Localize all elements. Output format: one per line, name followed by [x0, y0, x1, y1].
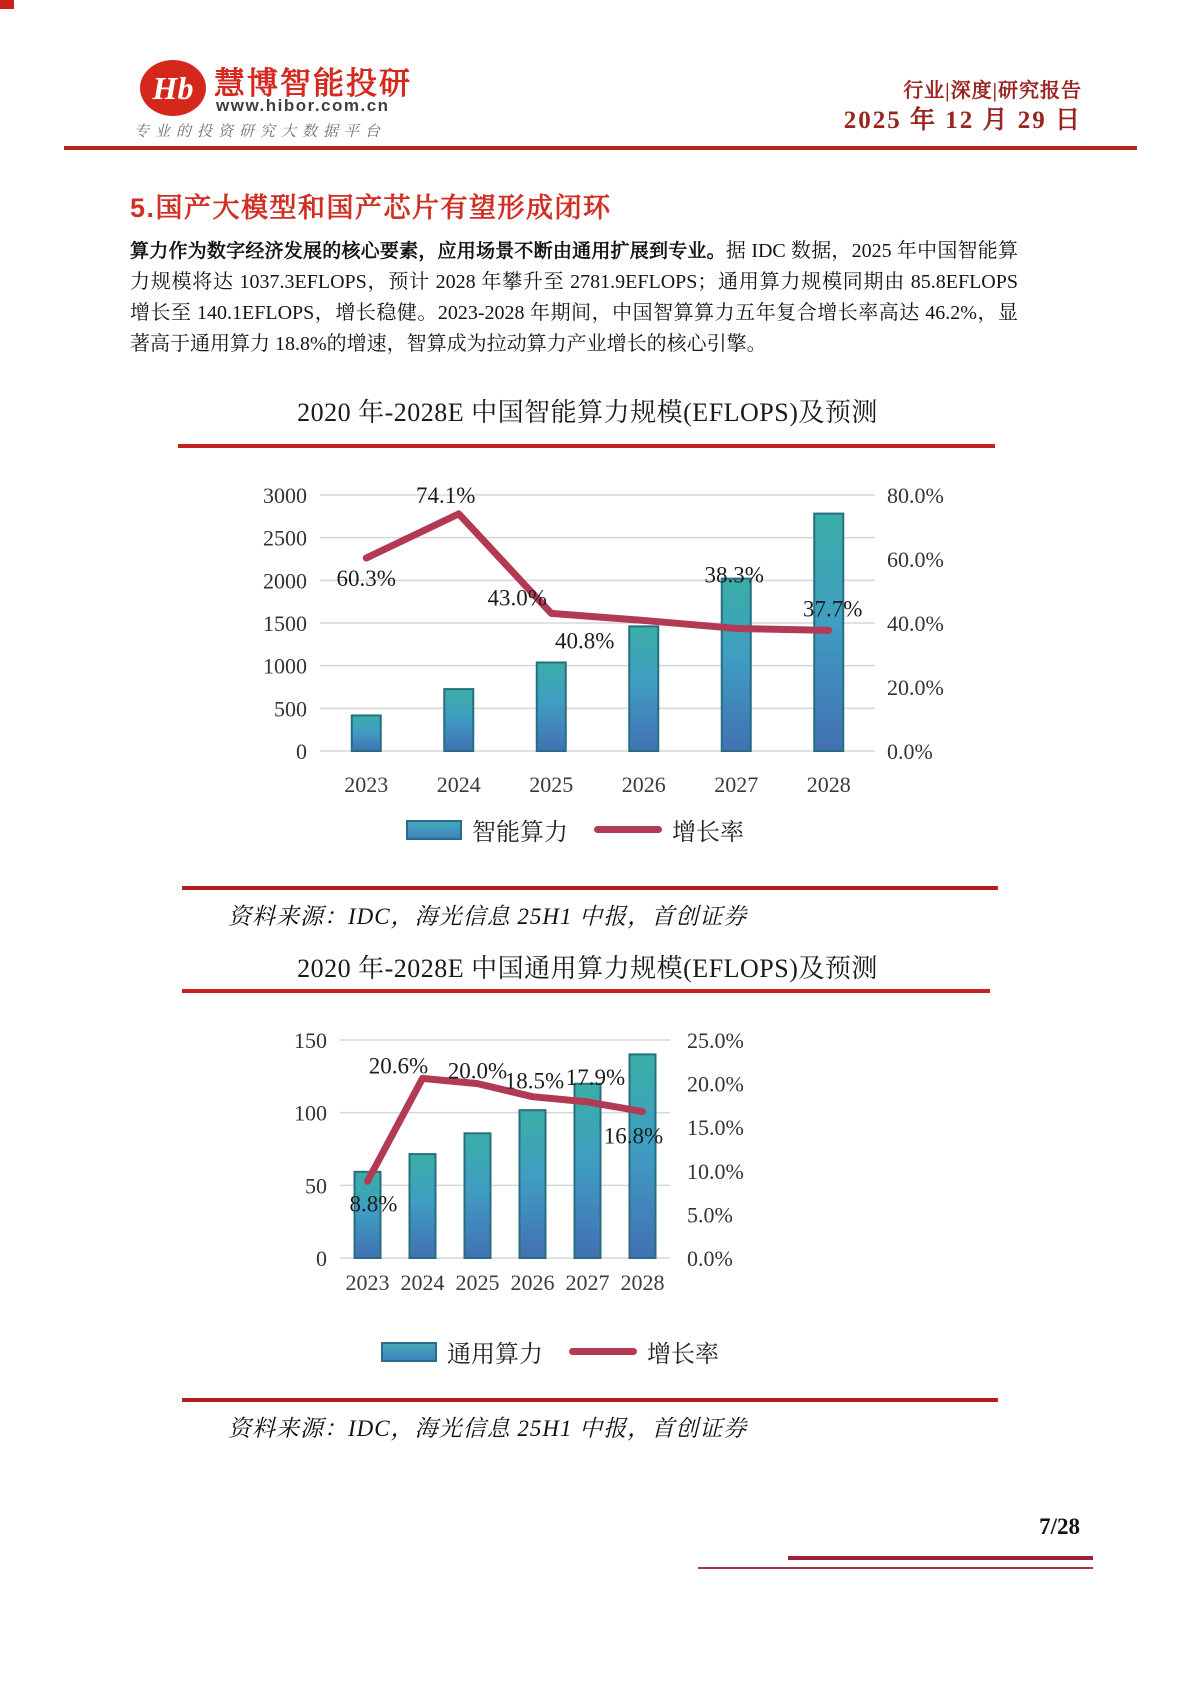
smart-compute-chart-title: 2020 年-2028E 中国智能算力规模(EFLOPS)及预测 [297, 398, 878, 427]
source-divider [182, 886, 998, 890]
svg-text:150: 150 [294, 1028, 327, 1053]
svg-text:3000: 3000 [263, 483, 307, 508]
svg-text:2028: 2028 [620, 1270, 665, 1295]
svg-text:60.3%: 60.3% [336, 566, 396, 592]
general-compute-chart-legend [250, 1334, 850, 1369]
paragraph-rest: 据 IDC 数据，2025 年中国智能算力规模将达 1037.3EFLOPS，预计 2028 年攀升至 2781.9EFLOPS；通用算力规模同期由 85.8EFLOPS 增长至 140.1EFLOPS，增长稳健。2023-2028 年期间，中国智算算力五年复合增长率高达 46.2%，显著高于通用算力 18.8%的增速，智算成为拉动算力产业增长的核心引擎。 [130, 240, 1018, 355]
bar-legend-swatch [406, 820, 462, 840]
svg-text:1000: 1000 [263, 653, 307, 679]
svg-text:40.8%: 40.8% [555, 628, 615, 654]
bar-legend-swatch [381, 1342, 437, 1362]
svg-text:2000: 2000 [263, 568, 307, 594]
svg-text:2027: 2027 [565, 1270, 610, 1295]
svg-text:2027: 2027 [714, 772, 759, 797]
svg-text:2023: 2023 [344, 772, 389, 797]
svg-text:74.1%: 74.1% [416, 482, 476, 508]
chart-title-underline [178, 444, 995, 448]
svg-text:40.0%: 40.0% [887, 611, 944, 636]
report-date: 2025 年 12 月 29 日 [843, 107, 1082, 134]
svg-text:2025: 2025 [455, 1270, 500, 1295]
svg-text:43.0%: 43.0% [487, 585, 547, 611]
footer-divider-thin [698, 1567, 1093, 1569]
corner-mark [0, 0, 14, 9]
svg-text:2024: 2024 [436, 772, 481, 797]
svg-text:50: 50 [305, 1173, 327, 1199]
svg-text:2024: 2024 [400, 1270, 445, 1295]
line-legend-swatch [594, 826, 662, 833]
report-type-label: 行业|深度|研究报告 [903, 80, 1082, 102]
smart-compute-chart-legend [235, 812, 915, 847]
svg-text:2026: 2026 [621, 772, 666, 797]
general-compute-chart-title: 2020 年-2028E 中国通用算力规模(EFLOPS)及预测 [297, 954, 878, 983]
bar-legend-label: 智能算力 [472, 820, 568, 846]
paragraph-lead-bold: 算力作为数字经济发展的核心要素，应用场景不断由通用扩展到专业。 [130, 241, 726, 262]
svg-text:15.0%: 15.0% [687, 1115, 744, 1141]
brand-tagline: 专业的投资研究大数据平台 [134, 124, 387, 140]
line-legend-label: 增长率 [672, 820, 744, 846]
svg-text:2028: 2028 [806, 772, 851, 797]
svg-text:20.6%: 20.6% [368, 1053, 429, 1079]
body-paragraph [130, 236, 1018, 360]
svg-text:2023: 2023 [345, 1270, 390, 1295]
svg-text:20.0%: 20.0% [687, 1071, 744, 1097]
svg-text:500: 500 [274, 696, 307, 722]
svg-text:0: 0 [296, 739, 307, 764]
section-heading: 5.国产大模型和国产芯片有望形成闭环 [130, 193, 612, 223]
svg-text:8.8%: 8.8% [349, 1191, 398, 1217]
page-number: 7/28 [1039, 1514, 1080, 1539]
svg-text:16.8%: 16.8% [603, 1123, 664, 1149]
svg-text:17.9%: 17.9% [565, 1064, 626, 1090]
header-divider [64, 146, 1137, 150]
svg-text:37.7%: 37.7% [803, 596, 863, 622]
brand-url: www.hibor.com.cn [216, 96, 390, 115]
hibor-logo-icon [140, 60, 206, 116]
brand-name: 慧博智能投研 [214, 66, 412, 101]
line-legend-label: 增长率 [647, 1342, 719, 1368]
svg-text:2026: 2026 [510, 1270, 555, 1295]
svg-text:0: 0 [316, 1246, 327, 1271]
svg-text:10.0%: 10.0% [687, 1158, 744, 1184]
svg-text:60.0%: 60.0% [887, 547, 944, 572]
bar-legend-label: 通用算力 [447, 1342, 543, 1368]
svg-text:80.0%: 80.0% [887, 483, 944, 508]
source-note: 资料来源：IDC，海光信息 25H1 中报，首创证券 [228, 904, 748, 929]
line-legend-swatch [569, 1348, 637, 1355]
svg-text:38.3%: 38.3% [704, 562, 764, 588]
svg-text:1500: 1500 [263, 611, 307, 636]
footer-divider-thick [788, 1556, 1093, 1560]
general-compute-chart [250, 1010, 810, 1305]
svg-text:2500: 2500 [263, 525, 307, 551]
logo-monogram: Hb [152, 69, 194, 106]
svg-text:25.0%: 25.0% [687, 1028, 744, 1053]
svg-text:20.0%: 20.0% [887, 675, 944, 700]
svg-text:5.0%: 5.0% [687, 1202, 733, 1228]
chart-title-underline [182, 989, 990, 993]
svg-text:2025: 2025 [529, 772, 574, 797]
source-note: 资料来源：IDC，海光信息 25H1 中报，首创证券 [228, 1416, 748, 1441]
svg-text:100: 100 [294, 1100, 327, 1126]
svg-text:18.5%: 18.5% [504, 1068, 565, 1094]
smart-compute-chart [235, 452, 955, 804]
source-divider [182, 1398, 998, 1402]
svg-text:0.0%: 0.0% [687, 1246, 733, 1271]
svg-text:20.0%: 20.0% [447, 1058, 508, 1084]
svg-text:0.0%: 0.0% [887, 739, 933, 764]
